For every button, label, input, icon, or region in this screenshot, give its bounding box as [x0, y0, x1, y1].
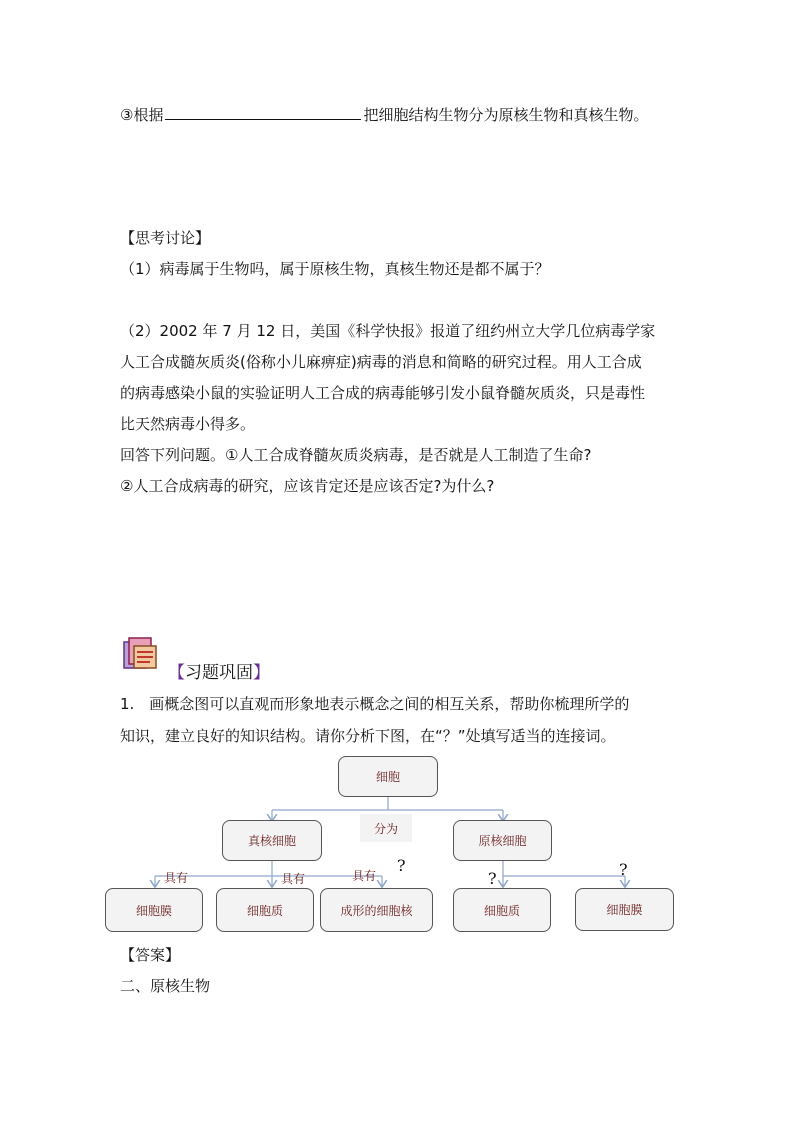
node-cytoplasm-1: 细胞质 [216, 888, 314, 932]
node-eukaryotic-cell: 真核细胞 [222, 820, 322, 861]
discussion-q2-line-6: ②人工合成病毒的研究，应该肯定还是应该否定?为什么? [120, 477, 495, 495]
question-3-suffix: 把细胞结构生物分为原核生物和真核生物。 [363, 106, 649, 124]
discussion-question-1: （1）病毒属于生物吗，属于原核生物，真核生物还是都不属于？ [120, 260, 550, 278]
label-has-1: 具有 [164, 871, 189, 885]
discussion-q2-line-5: 回答下列问题。①人工合成脊髓灰质炎病毒，是否就是人工制造了生命? [120, 446, 592, 464]
node-nucleus: 成形的细胞核 [320, 888, 433, 932]
node-cytoplasm-2: 细胞质 [453, 888, 551, 932]
discussion-q2-line-1: （2）2002 年 7 月 12 日，美国《科学快报》报道了纽约州立大学几位病毒学家 [120, 322, 656, 340]
exercise-line-2: 知识，建立良好的知识结构。请你分析下图，在“？”处填写适当的连接词。 [120, 727, 616, 745]
answer-line-1: 二、原核生物 [120, 977, 211, 995]
question-mark-3: ? [619, 860, 628, 879]
node-cell-membrane-2: 细胞膜 [575, 888, 674, 931]
question-mark-2: ? [488, 869, 497, 888]
question-3-prefix: ③根据 [120, 106, 164, 124]
label-has-2: 具有 [281, 872, 306, 886]
question-mark-1: ? [397, 856, 406, 875]
node-cell: 细胞 [338, 756, 438, 797]
exercise-line-1: 1. 画概念图可以直观而形象地表示概念之间的相互关系，帮助你梳理所学的 [120, 695, 630, 713]
label-has-3: 具有 [352, 869, 377, 883]
answer-heading: 【答案】 [120, 946, 181, 964]
exercise-heading: 【习题巩固】 [168, 663, 270, 683]
discussion-q2-line-3: 的病毒感染小鼠的实验证明人工合成的病毒能够引发小鼠脊髓灰质炎，只是毒性 [120, 384, 646, 402]
discussion-heading: 【思考讨论】 [120, 229, 211, 247]
label-divided-into: 分为 [360, 814, 412, 842]
discussion-q2-line-4: 比天然病毒小得多。 [120, 415, 256, 433]
node-cell-membrane-1: 细胞膜 [105, 888, 203, 932]
node-prokaryotic-cell: 原核细胞 [453, 820, 552, 861]
discussion-q2-line-2: 人工合成髓灰质炎(俗称小儿麻痹症)病毒的消息和简略的研究过程。用人工合成 [120, 353, 642, 371]
